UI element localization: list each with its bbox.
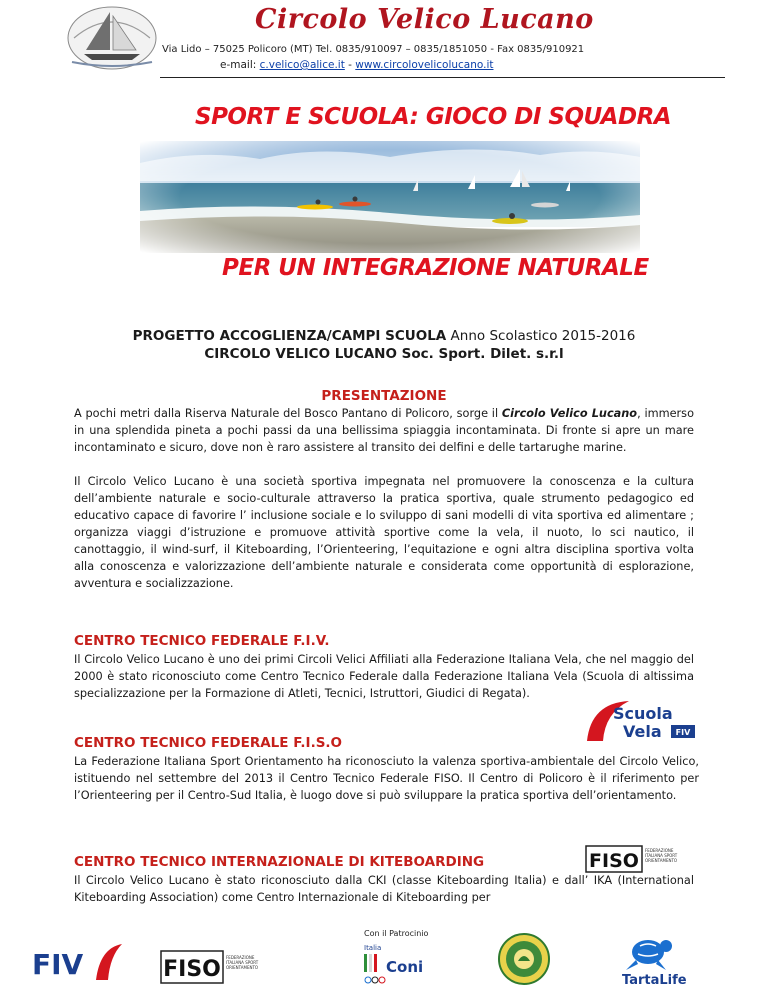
heading-fiv: CENTRO TECNICO FEDERALE F.I.V. <box>74 633 330 649</box>
tartalife-wordmark: TartaLife <box>622 973 687 988</box>
presentation-text-a: A pochi metri dalla Riserva Naturale del Bosco Pantano di Policoro, sorge il <box>74 407 502 420</box>
fiv-paragraph: Il Circolo Velico Lucano è uno dei primi Circoli Velici Affiliati alla Federazione Italiana Vela, che nel maggio del 2000 è stato riconosciuto come Centro Tecnico Federale dalla Federazione Italiana Vela (Scuola di altissima specializzazione per la Formazione di Atleti, Tecnici, Istruttori, Giudici di Regata). <box>74 653 694 700</box>
coni-italia: Italia <box>364 944 382 952</box>
coni-logo <box>360 940 440 988</box>
fiso-footer-tagline: FEDERAZIONE ITALIANA SPORT ORIENTAMENTO <box>226 955 259 970</box>
email-label: e-mail: <box>220 59 260 71</box>
fiso-footer-wordmark: FISO <box>163 957 221 982</box>
fiv-logo <box>30 942 125 982</box>
club-name-emphasis: Circolo Velico Lucano <box>501 407 638 420</box>
club-sailboat-logo <box>66 4 158 72</box>
heading-presentazione: PRESENTAZIONE <box>321 388 447 404</box>
fiso-wordmark: FISO <box>589 850 639 872</box>
region-seal-logo <box>498 933 550 985</box>
fiv-wordmark: FIV <box>32 948 84 981</box>
contact-separator: - <box>344 59 356 71</box>
fiso-footer-logo <box>160 947 270 987</box>
org-address: Via Lido – 75025 Policoro (MT) Tel. 0835/910097 – 0835/1851050 - Fax 0835/910921 <box>162 44 585 55</box>
patrocinio-label: Con il Patrocinio <box>364 929 429 938</box>
tartalife-logo <box>608 932 698 988</box>
kiteboarding-paragraph: Il Circolo Velico Lucano è stato riconosciuto dalla CKI (classe Kiteboarding Italia) e dall’ IKA (International Kiteboarding Association) come Centro Internazionale di Kiteboarding per <box>74 874 694 904</box>
scuola-vela-line1: Scuola <box>613 704 673 723</box>
coni-wordmark: Coni <box>386 958 424 976</box>
scuola-vela-badge: FIV <box>675 728 691 737</box>
website-link[interactable]: www.circolovelicolucano.it <box>355 59 494 71</box>
presentation-paragraph-1 <box>74 405 694 456</box>
project-school-year: Anno Scolastico 2015-2016 <box>446 328 636 344</box>
scuola-vela-line2: Vela <box>623 722 662 741</box>
presentation-text-b: , immerso in una splendida pineta a pochi passi da una bellissima spiaggia incontaminata. Di fronte si apre un mare incontaminato e sicuro, dove non è raro assistere al transito dei delfini e delle tartarughe marine. <box>74 407 694 454</box>
org-name: Circolo Velico Lucano <box>255 4 594 35</box>
project-org-name: CIRCOLO VELICO LUCANO Soc. Sport. Dilet. s.r.l <box>204 346 564 362</box>
banner-title-top: SPORT E SCUOLA: GIOCO DI SQUADRA <box>195 104 672 130</box>
heading-kiteboarding: CENTRO TECNICO INTERNAZIONALE DI KITEBOARDING <box>74 854 485 870</box>
project-org-line <box>0 346 768 362</box>
heading-fiso: CENTRO TECNICO FEDERALE F.I.S.O <box>74 735 343 751</box>
presentation-paragraph-2: Il Circolo Velico Lucano è una società sportiva impegnata nel promuovere la conoscenza e la cultura dell’ambiente naturale e socio-culturale attraverso la pratica sportiva, quale strumento pedagogico ed educativo capace di favorire l’ inclusione sociale e lo sviluppo di sani modelli di vita sportiva ed alimentare ; organizza viaggi d’istruzione e promuove attività sportive come la vela, il nuoto, lo sci nautico, il canottaggio, il wind-surf, il Kiteboarding, l’Orienteering, l’equitazione e ogni altra disciplina sportiva volta alla conoscenza e valorizzazione dell’ambiente naturale e considerata come opportunità di esplorazione, avventura e socializzazione. <box>74 475 694 590</box>
fiso-logo <box>585 843 685 875</box>
org-contacts <box>220 59 494 71</box>
fiso-paragraph: La Federazione Italiana Sport Orientamento ha riconosciuto la valenza sportiva-ambientale del Circolo Velico, istituendo nel settembre del 2013 il Centro Tecnico Federale FISO. Il Centro di Policoro è il riferimento per l’Orienteering per il Centro-Sud Italia, è luogo dove si può sviluppare la pratica sportiva dell’orientamento. <box>74 755 699 802</box>
project-title-bold: PROGETTO ACCOGLIENZA/CAMPI SCUOLA <box>132 328 447 344</box>
project-title <box>0 328 768 344</box>
banner-title-bottom: PER UN INTEGRAZIONE NATURALE <box>222 255 649 281</box>
scuola-vela-logo <box>583 697 698 743</box>
fiso-tagline: FEDERAZIONE ITALIANA SPORT ORIENTAMENTO <box>645 848 678 863</box>
header-divider <box>160 77 725 78</box>
beach-kayak-photo <box>140 141 640 253</box>
email-link[interactable]: c.velico@alice.it <box>259 59 345 71</box>
